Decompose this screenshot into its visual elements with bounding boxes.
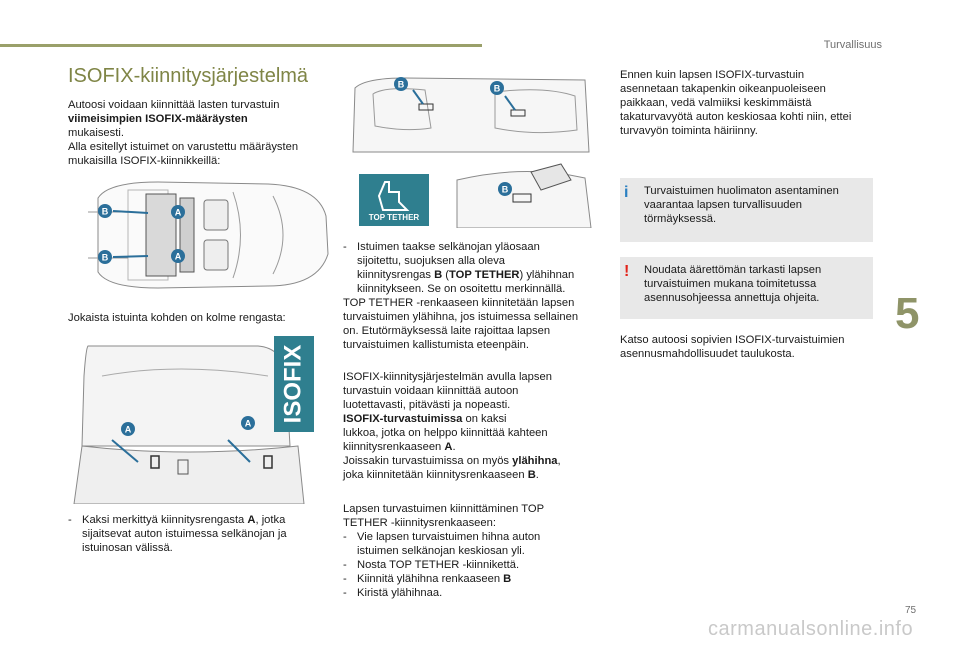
car-label: B	[101, 252, 109, 263]
info-box	[620, 178, 873, 242]
bullet-text: sijaitsevat auton istuimessa selkänojan ja	[82, 528, 287, 540]
intro-line: Autoosi voidaan kiinnittää lasten turvastuin	[68, 99, 280, 111]
info-text: vaarantaa lapsen turvallisuuden	[644, 199, 802, 211]
paragraph-line: turvavyön toiminta häiriinny.	[620, 125, 758, 137]
paragraph-bold: A	[444, 441, 453, 453]
paragraph-line: joka kiinnitetään kiinnitysrenkaaseen	[343, 469, 528, 481]
warning-text: turvaistuimen mukana toimitetussa	[644, 278, 817, 290]
dash: -	[343, 559, 347, 571]
bullet-text: , jotka	[255, 514, 286, 526]
bullet-text: ) ylähihnan	[519, 269, 575, 281]
info-text: törmäyksessä.	[644, 213, 717, 225]
paragraph-line: turvastuin voidaan kiinnittää autoon	[343, 385, 519, 397]
dash: -	[68, 514, 72, 526]
isofix-logo-text: ISOFIX	[279, 344, 307, 424]
step-text: Kiristä ylähihnaa.	[357, 587, 443, 599]
isofix-paragraph	[343, 370, 608, 482]
rings-caption: Jokaista istuinta kohden on kolme rengasta:	[68, 312, 286, 324]
bullet-text: Kaksi merkittyä kiinnitysrengasta	[82, 514, 248, 526]
bullet-text: Istuimen taakse selkänojan yläosaan	[357, 241, 540, 253]
bullet-letter: A	[247, 514, 256, 526]
bullet-text: kiinnitysrengas	[357, 269, 435, 281]
tether-label: B	[397, 79, 405, 90]
step-text: istuimen selkänojan keskiosan yli.	[357, 545, 525, 557]
tether-label: B	[493, 83, 501, 94]
bullet-text: istuinosan välissä.	[82, 542, 173, 554]
bullet-b	[343, 240, 603, 296]
seat-label: A	[244, 418, 252, 429]
paragraph-line: turvaistuimen kallistumista eteenpäin.	[343, 339, 529, 351]
warning-text: Noudata äärettömän tarkasti lapsen	[644, 264, 822, 276]
intro-bold: viimeisimpien ISOFIX-määräysten	[68, 113, 248, 125]
intro-line: mukaisesti.	[68, 127, 124, 139]
paragraph-line: ISOFIX-kiinnitysjärjestelmän avulla lapsen	[343, 371, 552, 383]
steps-list	[343, 502, 608, 600]
paragraph-line: asennusmahdollisuudet taulukosta.	[620, 348, 795, 360]
warning-box	[620, 257, 873, 319]
intro-paragraph	[68, 98, 328, 168]
paragraph-line: takaturvavyötä auton keskiosaa kohti niin, ettei	[620, 111, 852, 123]
top-tether-figure	[345, 68, 597, 228]
paragraph-line: asennetaan takapenkin oikeanpuoleiseen	[620, 83, 826, 95]
paragraph-line: paikkaan, vedä valmiiksi keskimmäistä	[620, 97, 812, 109]
bullet-text: sijoitettu, suojuksen alla oleva	[357, 255, 506, 267]
paragraph-line: Joissakin turvastuimissa on myös	[343, 455, 513, 467]
section-title: Turvallisuus	[823, 39, 882, 51]
car-label: A	[174, 251, 182, 262]
paragraph-line: Ennen kuin lapsen ISOFIX-turvastuin	[620, 69, 805, 81]
paragraph-line: on. Etutörmäyksessä laite rajoittaa lapsen	[343, 325, 551, 337]
warning-icon: !	[624, 263, 630, 280]
paragraph-line: .	[452, 441, 456, 453]
info-icon: i	[624, 184, 629, 201]
bottom-paragraph	[620, 333, 880, 361]
watermark: carmanualsonline.info	[708, 618, 914, 640]
warning-text: asennusohjeessa annettuja ohjeita.	[644, 292, 820, 304]
intro-line: mukaisilla ISOFIX-kiinnikkeillä:	[68, 155, 221, 167]
header-rule	[0, 44, 482, 47]
car-label: A	[174, 207, 182, 218]
info-text: Turvaistuimen huolimaton asentaminen	[644, 185, 839, 197]
bullet-a	[68, 513, 338, 555]
paragraph-bold: ISOFIX-turvastuimissa	[343, 413, 463, 425]
dash: -	[343, 573, 347, 585]
paragraph-line: lukkoa, jotka on helppo kiinnittää kahteen	[343, 427, 548, 439]
paragraph-line: on kaksi	[462, 413, 507, 425]
chapter-number: 5	[895, 289, 920, 338]
paragraph-line: .	[535, 469, 539, 481]
step-text: Nosta TOP TETHER -kiinnikettä.	[357, 559, 520, 571]
intro-line: Alla esitellyt istuimet on varustettu määräysten	[68, 141, 299, 153]
right-paragraph	[620, 68, 880, 138]
paragraph-line: turvaistuimen ylähihna, jos istuimessa sellainen	[343, 311, 579, 323]
tether-label: B	[501, 184, 509, 195]
car-label: B	[101, 206, 109, 217]
top-tether-paragraph	[343, 296, 608, 352]
page-number: 75	[905, 605, 917, 616]
bullet-bold: TOP TETHER	[449, 269, 520, 281]
bullet-letter: B	[434, 269, 443, 281]
dash: -	[343, 241, 347, 253]
paragraph-line: luotettavasti, pitävästi ja nopeasti.	[343, 399, 511, 411]
top-tether-badge-text: TOP TETHER	[368, 213, 420, 222]
dash: -	[343, 587, 347, 599]
bullet-text: kiinnitykseen. Se on osoitettu merkinnällä.	[357, 283, 566, 295]
car-topview-figure	[68, 176, 332, 294]
step-letter: B	[503, 573, 512, 585]
bullet-text: (	[442, 269, 450, 281]
seat-label: A	[124, 424, 132, 435]
dash: -	[343, 531, 347, 543]
paragraph-line: TOP TETHER -renkaaseen kiinnitetään lapsen	[343, 297, 575, 309]
rear-seat-figure	[68, 336, 330, 504]
paragraph-line: Katso autoosi sopivien ISOFIX-turvaistuimien	[620, 334, 845, 346]
paragraph-bold: ylähihna	[512, 455, 558, 467]
step-text: Vie lapsen turvaistuimen hihna auton	[357, 531, 541, 543]
paragraph-bold: B	[527, 469, 536, 481]
paragraph-line: kiinnitysrenkaaseen	[343, 441, 445, 453]
paragraph-line: ,	[557, 455, 561, 467]
steps-intro: TETHER -kiinnitysrenkaaseen:	[343, 517, 496, 529]
steps-intro: Lapsen turvastuimen kiinnittäminen TOP	[343, 503, 545, 515]
page-title: ISOFIX-kiinnitysjärjestelmä	[68, 65, 309, 87]
step-text: Kiinnitä ylähihna renkaaseen	[357, 573, 504, 585]
